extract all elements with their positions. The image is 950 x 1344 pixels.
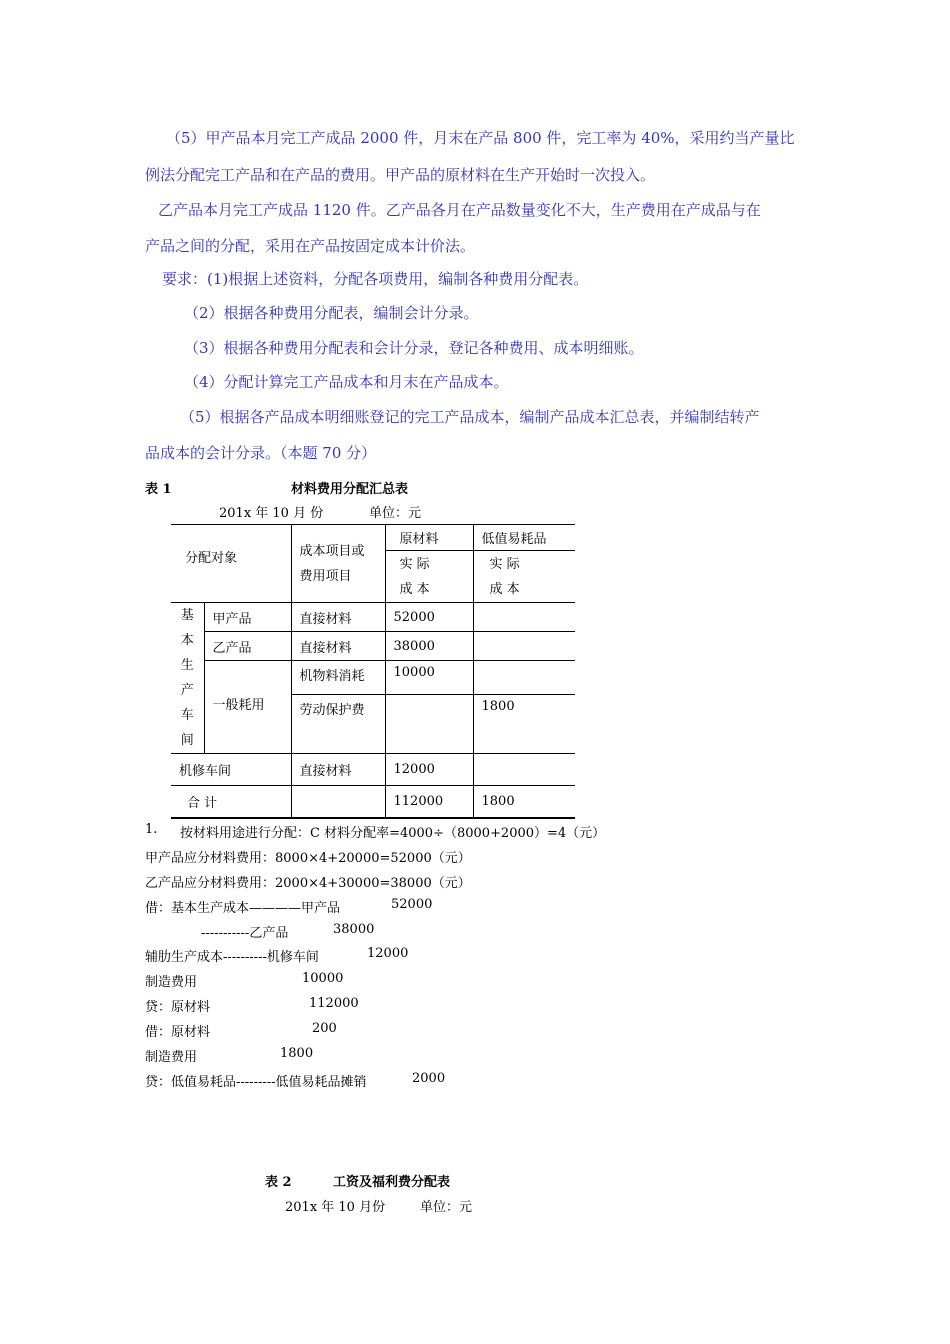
journal-amount: 52000 — [391, 897, 433, 912]
journal-label: 借：原材料 — [145, 1025, 211, 1040]
material-allocation-table — [171, 524, 575, 819]
solution-line: 甲产品应分材料费用：8000×4+20000=52000（元） — [145, 851, 471, 866]
cell-item: 直接材料 — [291, 754, 385, 786]
cell-raw: 112000 — [385, 786, 473, 818]
paragraph-line: 乙产品本月完工产成品 1120 件。乙产品各月在产品数量变化不大，生产费用在产成品与在 — [158, 201, 761, 219]
cell-item: 直接材料 — [291, 632, 385, 661]
solution-line: 按材料用途进行分配：C 材料分配率=4000÷（8000+2000）=4（元） — [180, 826, 606, 841]
header-object: 分配对象 — [171, 525, 291, 603]
paragraph-line: （5）甲产品本月完工产成品 2000 件，月末在产品 800 件，完工率为 40%，采用约当产量比 — [166, 129, 795, 147]
journal-amount: 2000 — [412, 1071, 446, 1086]
journal-label: 贷：低值易耗品---------低值易耗品摊销 — [145, 1075, 367, 1090]
journal-label: 制造费用 — [145, 1050, 198, 1065]
requirement-line: 要求：(1)根据上述资料，分配各项费用，编制各种费用分配表。 — [162, 270, 589, 288]
header-actual: 实 际 — [399, 556, 430, 572]
cell-item: 机物料消耗 — [291, 661, 385, 695]
table2-label: 表 2 — [265, 1175, 292, 1190]
workshop-char: 生 — [180, 658, 194, 673]
cell-item: 直接材料 — [291, 603, 385, 632]
cell-raw — [385, 695, 473, 754]
journal-label: 借：基本生产成本————甲产品 — [145, 901, 341, 916]
header-raw-material: 原材料 — [385, 525, 473, 551]
solution-line: 乙产品应分材料费用：2000×4+30000=38000（元） — [145, 876, 471, 891]
table2-period: 201x 年 10 月份 — [285, 1200, 386, 1215]
requirement-line: 品成本的会计分录。（本题 70 分） — [145, 444, 377, 462]
paragraph-line: 例法分配完工产品和在产品的费用。甲产品的原材料在生产开始时一次投入。 — [145, 166, 656, 184]
workshop-char: 本 — [180, 633, 194, 648]
header-actual-cost — [385, 551, 473, 603]
cell-item: 劳动保护费 — [291, 695, 385, 754]
header-actual: 实 际 — [489, 556, 520, 572]
journal-amount: 112000 — [309, 996, 359, 1011]
journal-amount: 200 — [312, 1021, 337, 1036]
row-product-yi: 乙产品 — [204, 632, 291, 661]
journal-label: 贷：原材料 — [145, 1000, 211, 1015]
header-low-value: 低值易耗品 — [473, 525, 575, 551]
table2-unit: 单位：元 — [420, 1200, 473, 1215]
journal-label: 辅肋生产成本----------机修车间 — [145, 950, 319, 965]
requirement-line: （2）根据各种费用分配表，编制会计分录。 — [184, 304, 479, 322]
paragraph-line: 产品之间的分配，采用在产品按固定成本计价法。 — [145, 237, 476, 255]
requirement-line: （4）分配计算完工产品成本和月末在产品成本。 — [184, 373, 509, 391]
table1-title: 材料费用分配汇总表 — [291, 482, 409, 497]
row-general-use: 一般耗用 — [204, 661, 291, 754]
cell-low — [473, 754, 575, 786]
table1-label: 表 1 — [145, 482, 172, 497]
header-item — [291, 525, 385, 603]
header-actual-cost — [473, 551, 575, 603]
table1-period: 201x 年 10 月 份 — [219, 506, 324, 521]
cell-raw: 10000 — [385, 661, 473, 695]
journal-amount: 1800 — [280, 1046, 314, 1061]
cell-item — [291, 786, 385, 818]
journal-label: -----------乙产品 — [201, 926, 289, 941]
cell-low — [473, 661, 575, 695]
cell-low — [473, 603, 575, 632]
cell-low: 1800 — [473, 695, 575, 754]
solution-number: 1. — [145, 822, 158, 837]
journal-amount: 10000 — [302, 971, 344, 986]
header-item-line: 成本项目或 — [299, 543, 365, 559]
journal-amount: 38000 — [333, 922, 375, 937]
journal-amount: 12000 — [367, 946, 409, 961]
row-product-jia: 甲产品 — [204, 603, 291, 632]
workshop-char: 间 — [180, 733, 194, 748]
table2-title: 工资及福利费分配表 — [333, 1175, 451, 1190]
cell-raw: 12000 — [385, 754, 473, 786]
workshop-char: 车 — [180, 708, 194, 723]
row-repair-workshop: 机修车间 — [171, 754, 291, 786]
cell-low — [473, 632, 575, 661]
table1-unit: 单位：元 — [369, 506, 422, 521]
workshop-label — [171, 603, 204, 754]
header-item-line: 费用项目 — [299, 568, 352, 584]
header-cost: 成 本 — [399, 581, 430, 597]
requirement-line: （3）根据各种费用分配表和会计分录，登记各种费用、成本明细账。 — [184, 339, 644, 357]
cell-raw: 52000 — [385, 603, 473, 632]
header-cost: 成 本 — [489, 581, 520, 597]
journal-label: 制造费用 — [145, 975, 198, 990]
requirement-line: （5）根据各产品成本明细账登记的完工产品成本，编制产品成本汇总表，并编制结转产 — [180, 408, 760, 426]
workshop-char: 产 — [180, 683, 194, 698]
cell-low: 1800 — [473, 786, 575, 818]
cell-raw: 38000 — [385, 632, 473, 661]
workshop-char: 基 — [180, 608, 194, 623]
row-total: 合 计 — [171, 786, 291, 818]
